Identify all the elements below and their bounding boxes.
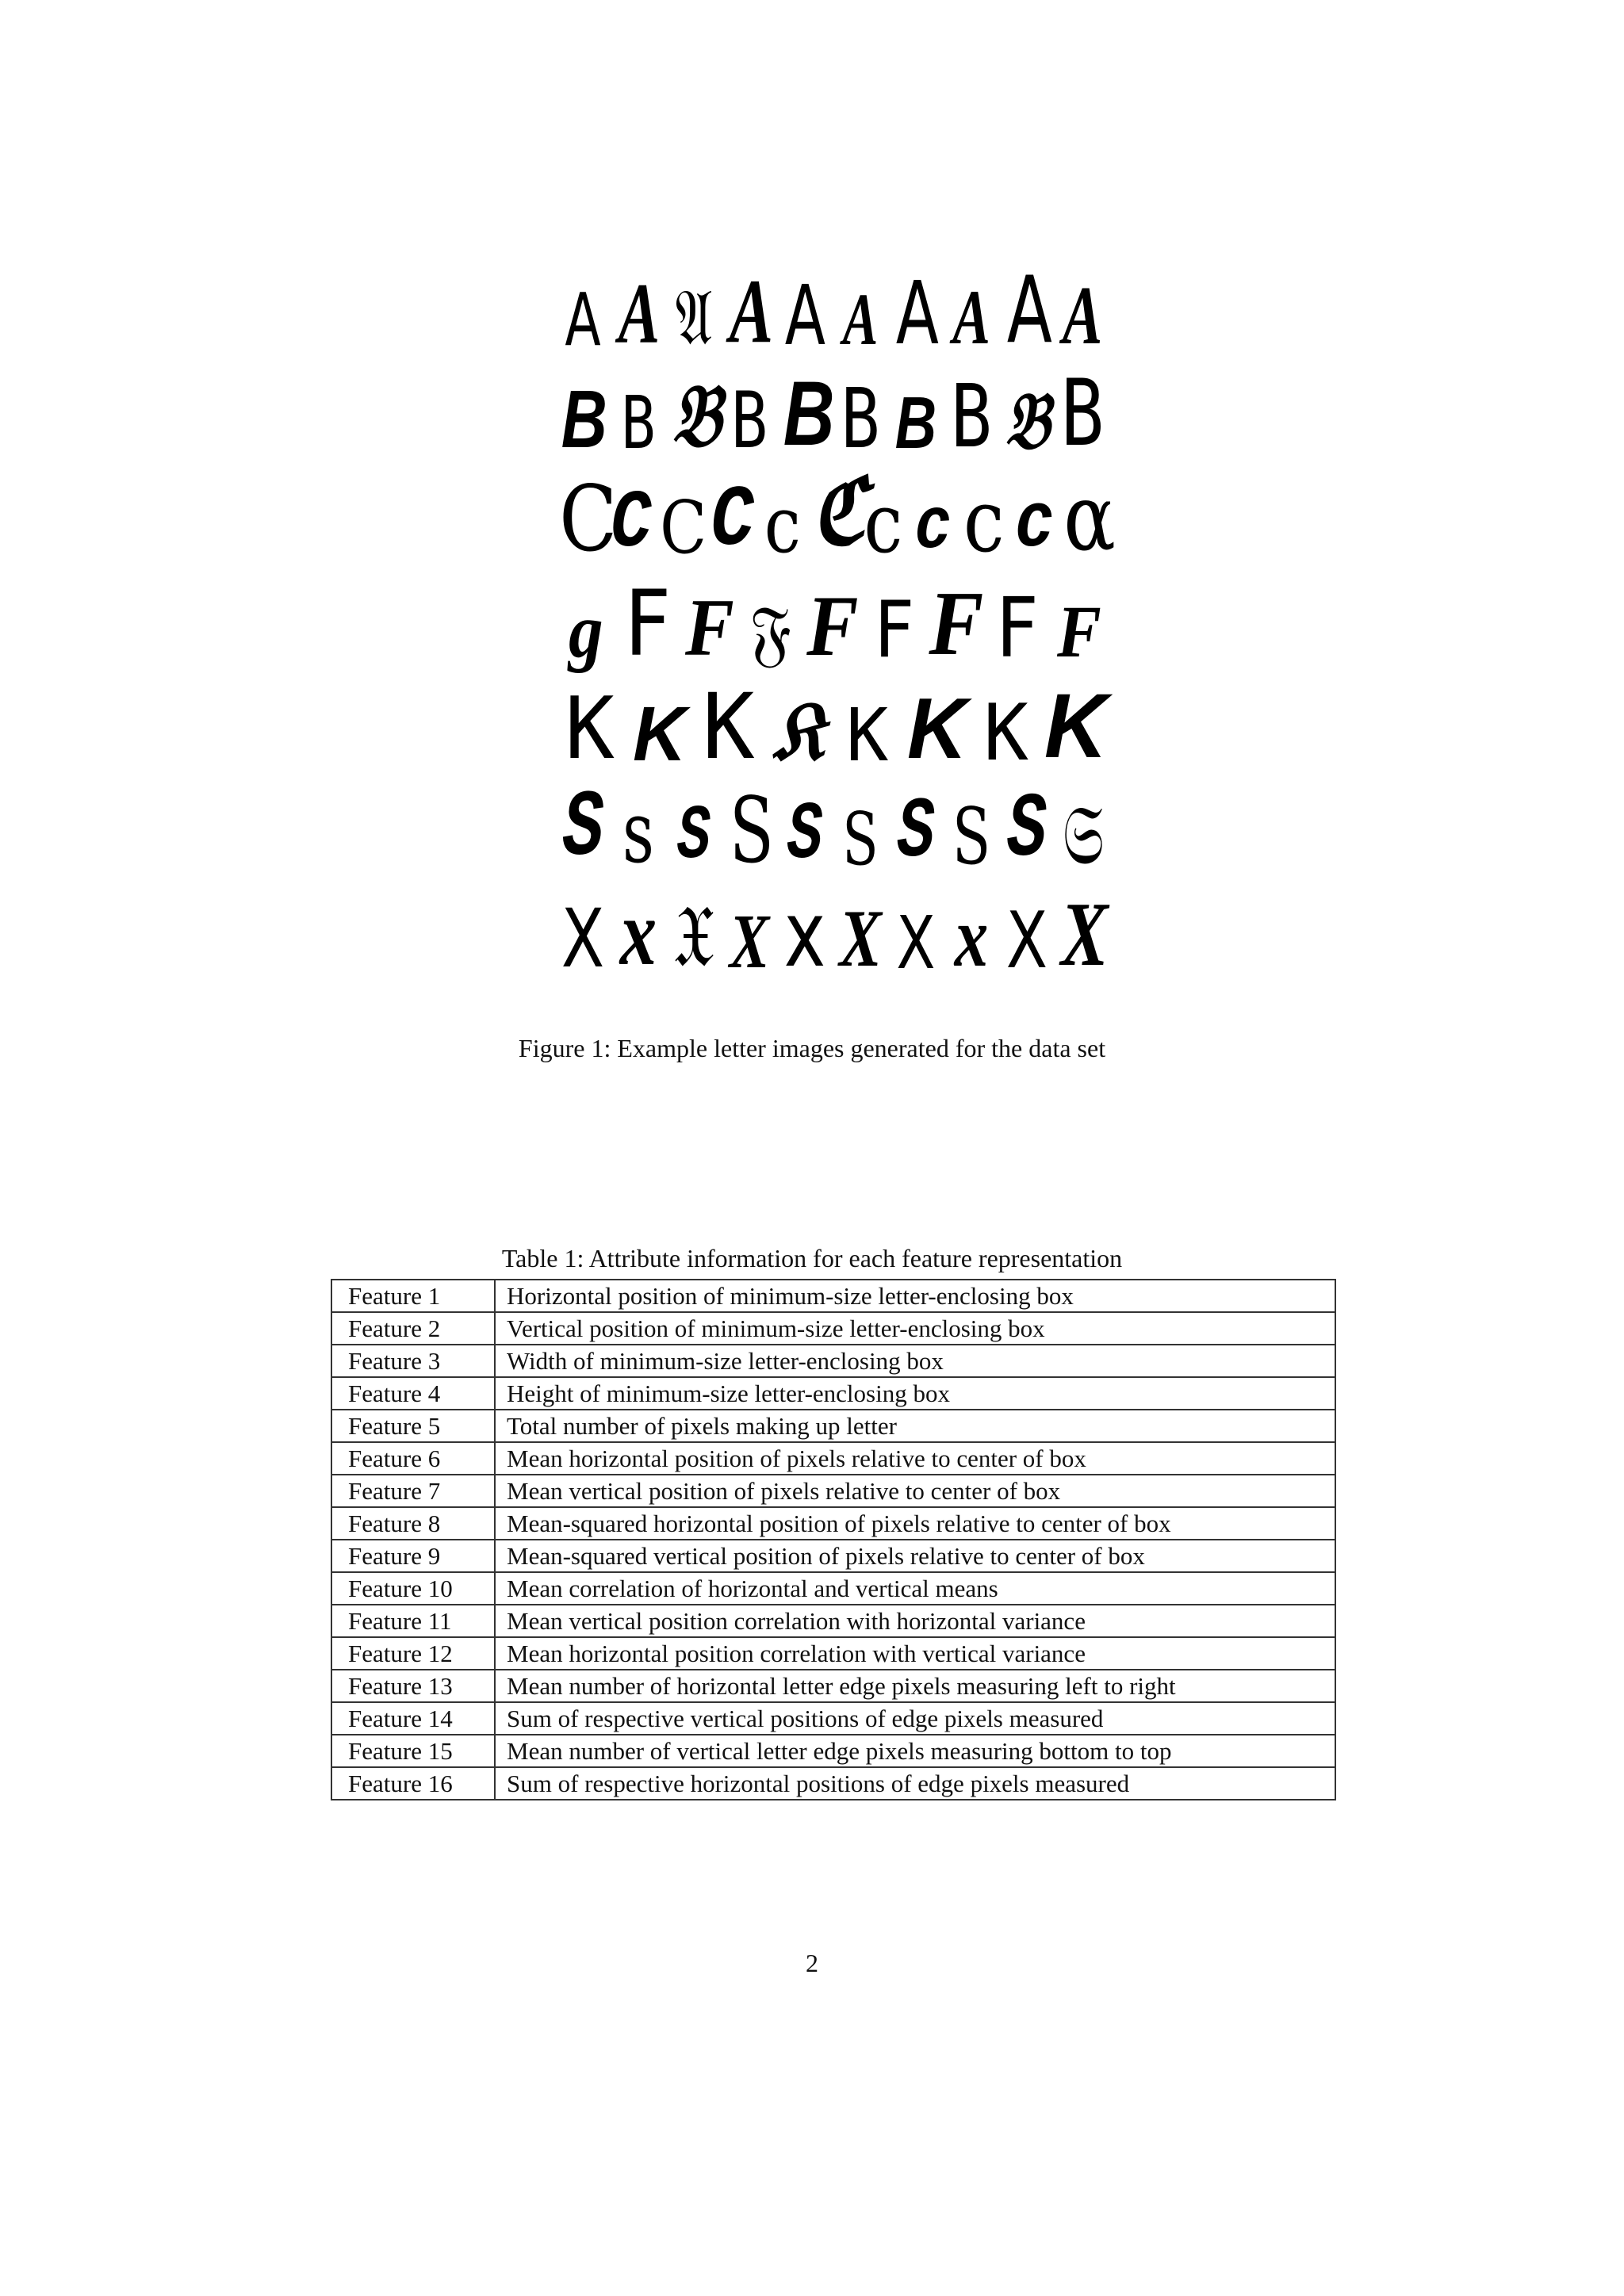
feature-name-cell: Feature 9 xyxy=(331,1540,495,1572)
figure-caption: Figure 1: Example letter images generated for the data set xyxy=(518,1034,1106,1062)
feature-description-cell: Mean-squared vertical position of pixels relative to center of box xyxy=(495,1540,1335,1572)
letter-glyph: c xyxy=(963,470,1005,572)
feature-description-cell: Height of minimum-size letter-enclosing box xyxy=(495,1377,1335,1410)
letter-glyph: K xyxy=(702,674,755,779)
table-row xyxy=(331,1540,1335,1572)
letter-glyph: F xyxy=(874,585,915,675)
table-row xyxy=(331,1767,1335,1800)
letter-row xyxy=(555,674,1110,779)
letter-glyph: S xyxy=(787,789,823,882)
table-row xyxy=(331,1280,1335,1312)
table-row xyxy=(331,1312,1335,1345)
letter-glyph: K xyxy=(983,688,1029,779)
feature-name-cell: Feature 1 xyxy=(331,1280,495,1312)
letter-glyph: A xyxy=(952,274,990,361)
letter-row xyxy=(555,465,1116,572)
letter-glyph: K xyxy=(1044,675,1108,777)
letter-glyph: c xyxy=(1014,480,1055,569)
letter-glyph: S xyxy=(562,775,604,882)
letter-glyph: x xyxy=(783,882,826,987)
letter-glyph: ℭ xyxy=(811,467,866,571)
letter-glyph: S xyxy=(897,783,935,882)
letter-glyph: S xyxy=(1007,779,1047,882)
letter-glyph: B xyxy=(841,370,880,467)
letter-glyph: F xyxy=(624,571,672,676)
letter-glyph: B xyxy=(951,365,992,467)
letter-glyph: B xyxy=(783,363,835,465)
feature-name-cell: Feature 11 xyxy=(331,1605,495,1637)
feature-name-cell: Feature 13 xyxy=(331,1670,495,1702)
letter-glyph: S xyxy=(677,794,710,881)
feature-description-cell: Sum of respective horizontal positions of edge pixels measured xyxy=(495,1767,1335,1800)
letter-glyph: B xyxy=(621,381,656,465)
letter-glyph: A xyxy=(895,262,939,364)
letter-glyph: B xyxy=(1060,360,1105,467)
letter-glyph: B xyxy=(561,373,607,465)
feature-description-cell: Mean-squared horizontal position of pixels relative to center of box xyxy=(495,1507,1335,1540)
feature-description-cell: Total number of pixels making up letter xyxy=(495,1410,1335,1442)
feature-description-cell: Mean correlation of horizontal and vertical means xyxy=(495,1572,1335,1605)
feature-description-cell: Mean vertical position of pixels relative to center of box xyxy=(495,1475,1335,1507)
letter-glyph: A xyxy=(1006,257,1052,364)
letter-glyph: C xyxy=(559,466,618,572)
feature-description-cell: Mean vertical position correlation with horizontal variance xyxy=(495,1605,1335,1637)
letter-glyph: 𝔖 xyxy=(1062,786,1105,883)
feature-description-cell: Horizontal position of minimum-size letter-enclosing box xyxy=(495,1280,1335,1312)
letter-glyph: F xyxy=(928,573,983,674)
letter-glyph: K xyxy=(565,679,615,779)
feature-name-cell: Feature 4 xyxy=(331,1377,495,1410)
letter-glyph: C xyxy=(660,485,707,570)
feature-name-cell: Feature 12 xyxy=(331,1637,495,1670)
feature-description-cell: Mean horizontal position correlation with vertical variance xyxy=(495,1637,1335,1670)
feature-name-cell: Feature 2 xyxy=(331,1312,495,1345)
feature-name-cell: Feature 16 xyxy=(331,1767,495,1800)
letter-glyph: X xyxy=(839,894,882,984)
letter-glyph: K xyxy=(906,680,967,777)
feature-name-cell: Feature 8 xyxy=(331,1507,495,1540)
letter-glyph: S xyxy=(729,778,775,883)
letter-glyph: X xyxy=(1005,896,1048,986)
feature-name-cell: Feature 6 xyxy=(331,1442,495,1475)
feature-description-cell: Vertical position of minimum-size letter-enclosing box xyxy=(495,1312,1335,1345)
letter-glyph: K xyxy=(632,691,686,777)
letter-glyph: 𝔉 xyxy=(749,590,792,675)
letter-glyph: 𝔛 xyxy=(673,887,714,986)
letter-row xyxy=(555,257,1110,364)
table-row xyxy=(331,1507,1335,1540)
letter-glyph: g xyxy=(569,588,603,673)
letter-glyph: X xyxy=(561,892,605,986)
letter-glyph: c xyxy=(764,480,801,571)
feature-name-cell: Feature 3 xyxy=(331,1345,495,1377)
feature-name-cell: Feature 7 xyxy=(331,1475,495,1507)
letter-glyph: s xyxy=(622,783,654,882)
table-row xyxy=(331,1442,1335,1475)
table-caption: Table 1: Attribute information for each feature representation xyxy=(501,1244,1123,1272)
feature-name-cell: Feature 15 xyxy=(331,1735,495,1767)
letter-glyph: B xyxy=(730,376,768,466)
attribute-table xyxy=(331,1279,1336,1800)
letter-glyph: X xyxy=(729,899,770,984)
letter-glyph: A xyxy=(565,277,601,362)
table-row xyxy=(331,1735,1335,1767)
letter-glyph: A xyxy=(618,266,661,362)
letter-glyph: A xyxy=(1062,269,1103,362)
feature-description-cell: Width of minimum-size letter-enclosing box xyxy=(495,1345,1335,1377)
letter-glyph: x xyxy=(954,889,989,985)
letter-glyph: A xyxy=(729,261,774,362)
table-row xyxy=(331,1605,1335,1637)
letter-glyph: F xyxy=(1057,591,1101,673)
feature-name-cell: Feature 14 xyxy=(331,1702,495,1735)
letter-glyph: X xyxy=(896,901,936,985)
table-row xyxy=(331,1377,1335,1410)
letter-row xyxy=(555,880,1110,987)
table-row xyxy=(331,1702,1335,1735)
letter-glyph: c xyxy=(864,475,903,572)
feature-description-cell: Mean number of horizontal letter edge pixels measuring left to right xyxy=(495,1670,1335,1702)
letter-glyph: c xyxy=(914,486,952,569)
letter-glyph: C xyxy=(610,477,652,570)
letter-glyph: F xyxy=(996,580,1040,676)
letter-glyph: F xyxy=(806,578,859,674)
letter-glyph: x xyxy=(619,880,657,985)
table-row xyxy=(331,1670,1335,1702)
letter-glyph: K xyxy=(846,693,889,778)
letter-glyph: A xyxy=(842,279,879,361)
letter-glyph: X xyxy=(1060,884,1109,985)
letter-glyph: 𝔅 xyxy=(672,368,722,465)
letter-glyph: F xyxy=(684,583,734,673)
table-row xyxy=(331,1637,1335,1670)
letter-row xyxy=(555,360,1110,467)
table-row xyxy=(331,1345,1335,1377)
feature-description-cell: Mean number of vertical letter edge pixels measuring bottom to top xyxy=(495,1735,1335,1767)
letter-glyph: A xyxy=(784,267,826,364)
table-row xyxy=(331,1410,1335,1442)
letter-glyph: 𝔅 xyxy=(1005,377,1050,465)
letter-glyph: C xyxy=(710,472,754,570)
letter-row xyxy=(555,775,1110,883)
letter-glyph: 𝔎 xyxy=(772,686,824,777)
table-row xyxy=(331,1475,1335,1507)
feature-description-cell: Mean horizontal position of pixels relative to center of box xyxy=(495,1442,1335,1475)
letter-glyph: B xyxy=(894,381,937,464)
letter-glyph: S xyxy=(952,792,991,882)
table-row xyxy=(331,1572,1335,1605)
letter-glyph: 𝔄 xyxy=(675,273,713,363)
feature-name-cell: Feature 5 xyxy=(331,1410,495,1442)
letter-glyph: α xyxy=(1063,465,1116,572)
letter-glyph: S xyxy=(842,797,879,882)
feature-name-cell: Feature 10 xyxy=(331,1572,495,1605)
page-number: 2 xyxy=(806,1949,818,1977)
letter-row xyxy=(555,571,1110,676)
feature-description-cell: Sum of respective vertical positions of edge pixels measured xyxy=(495,1702,1335,1735)
letter-images-figure xyxy=(555,257,1116,991)
